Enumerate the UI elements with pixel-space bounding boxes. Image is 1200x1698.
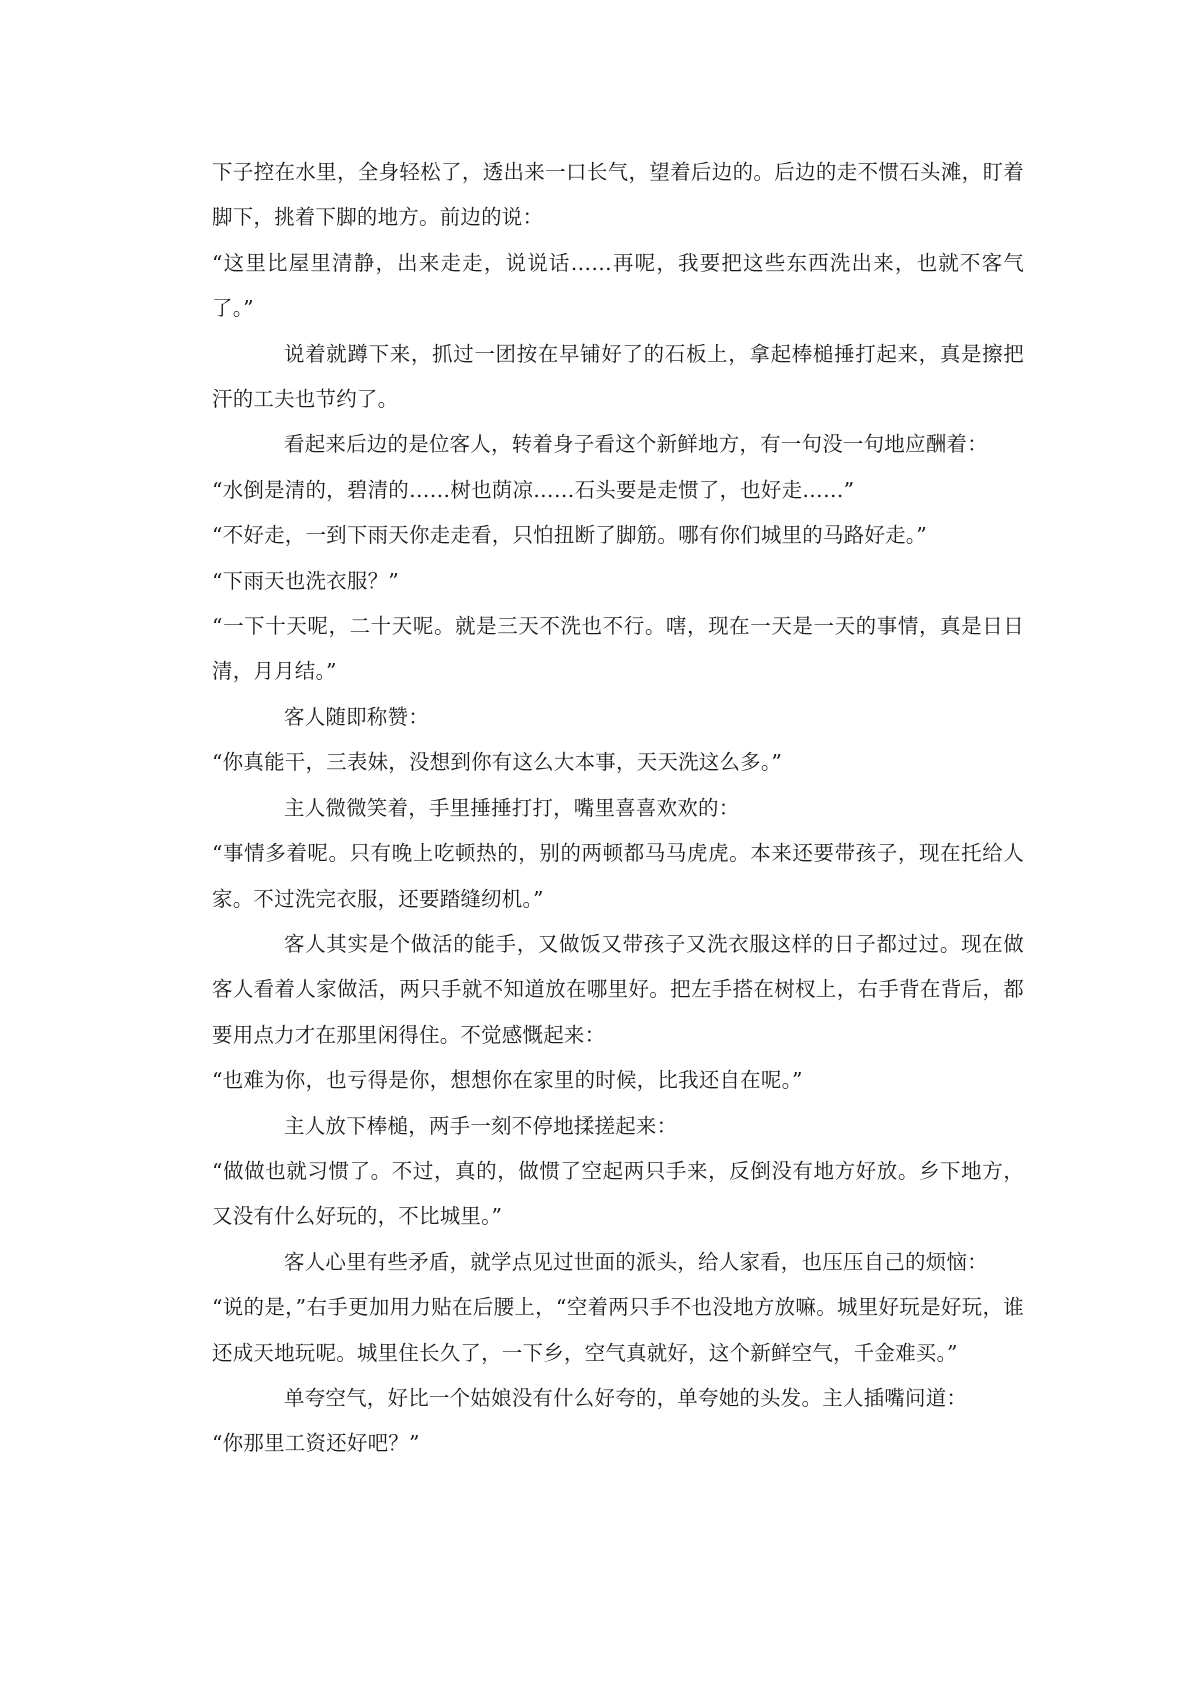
- paragraph: 客人随即称赞：: [284, 704, 429, 729]
- dialogue-paragraph: “这里比屋里清静，出来走走，说说话……再呢，我要把这些东西洗出来，也就不客气了。”: [212, 250, 1024, 321]
- paragraph: 说着就蹲下来，抓过一团按在早铺好了的石板上，拿起棒槌捶打起来，真是擦把汗的工夫也节约了。: [212, 341, 1024, 412]
- dialogue-paragraph: “事情多着呢。只有晚上吃顿热的，别的两顿都马马虎虎。本来还要带孩子，现在托给人家。不过洗完衣服，还要踏缝纫机。”: [212, 841, 1024, 911]
- paragraph: 主人微微笑着，手里捶捶打打，嘴里喜喜欢欢的：: [284, 795, 740, 820]
- dialogue-paragraph: “水倒是清的，碧清的……树也荫凉……石头要是走惯了，也好走……”: [212, 477, 855, 502]
- paragraph: 客人心里有些矛盾，就学点见过世面的派头，给人家看，也压压自己的烦恼：: [284, 1249, 988, 1274]
- dialogue-paragraph: “下雨天也洗衣服？”: [212, 568, 399, 593]
- dialogue-paragraph: “说的是，”右手更加用力贴在后腰上，“空着两只手不也没地方放嘛。城里好玩是好玩，谁还成天地玩呢。城里住长久了，一下乡，空气真就好，这个新鲜空气，千金难买。”: [212, 1295, 1024, 1365]
- paragraph: 主人放下棒槌，两手一刻不停地揉搓起来：: [284, 1113, 678, 1138]
- dialogue-paragraph: “做做也就习惯了。不过，真的，做惯了空起两只手来，反倒没有地方好放。乡下地方，又没有什么好玩的，不比城里。”: [212, 1158, 1024, 1229]
- dialogue-paragraph: “一下十天呢，二十天呢。就是三天不洗也不行。嗐，现在一天是一天的事情，真是日日清，月月结。”: [212, 614, 1024, 684]
- story-text: [212, 150, 1024, 1467]
- paragraph: 下子控在水里，全身轻松了，透出来一口长气，望着后边的。后边的走不惯石头滩，盯着脚下，挑着下脚的地方。前边的说：: [212, 160, 1024, 230]
- dialogue-paragraph: “不好走，一到下雨天你走走看，只怕扭断了脚筋。哪有你们城里的马路好走。”: [212, 523, 927, 548]
- paragraph: 客人其实是个做活的能手，又做饭又带孩子又洗衣服这样的日子都过过。现在做客人看着人家做活，两只手就不知道放在哪里好。把左手搭在树杈上，右手背在背后，都要用点力才在那里闲得住。不觉感慨起来：: [212, 931, 1024, 1047]
- dialogue-paragraph: “也难为你，也亏得是你，想想你在家里的时候，比我还自在呢。”: [212, 1068, 803, 1093]
- dialogue-paragraph: “你那里工资还好吧？”: [212, 1431, 420, 1456]
- paragraph: 单夸空气，好比一个姑娘没有什么好夸的，单夸她的头发。主人插嘴问道：: [284, 1385, 968, 1410]
- dialogue-paragraph: “你真能干，三表妹，没想到你有这么大本事，天天洗这么多。”: [212, 750, 783, 775]
- paragraph: 看起来后边的是位客人，转着身子看这个新鲜地方，有一句没一句地应酬着：: [284, 432, 988, 457]
